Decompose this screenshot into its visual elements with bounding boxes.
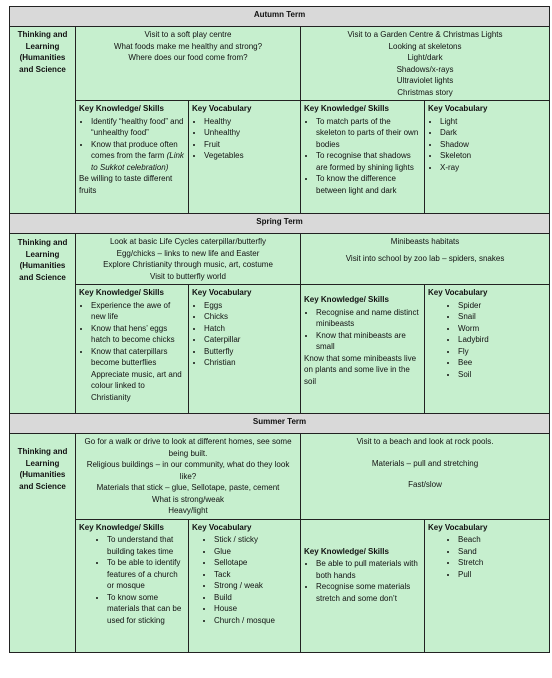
- knowledge-list: [304, 558, 421, 604]
- vocab-item: • Tack: [214, 569, 297, 581]
- row-label-line: and Science: [19, 481, 66, 491]
- vocab-list: [428, 534, 546, 580]
- knowledge-cell: [76, 101, 189, 214]
- vocab-item: • Skeleton: [440, 150, 546, 162]
- vocab-item: • Build: [214, 592, 297, 604]
- knowledge-cell: [76, 285, 189, 414]
- visit-line: Looking at skeletons: [388, 41, 462, 51]
- vocab-item: • Stick / sticky: [214, 534, 297, 546]
- knowledge-heading: Key Knowledge/ Skills: [304, 546, 389, 556]
- knowledge-item: • To know some materials that can be used for sticking: [107, 592, 185, 627]
- right-visits-cell: [301, 434, 550, 520]
- visit-line: Explore Christianity through music, art, costume: [103, 260, 273, 269]
- knowledge-item: [91, 139, 185, 174]
- vocab-list: [192, 534, 297, 626]
- vocab-item: • Unhealthy: [204, 127, 297, 139]
- vocab-item: • Healthy: [204, 116, 297, 128]
- vocab-list: [192, 116, 297, 162]
- vocab-item: • Ladybird: [458, 334, 546, 346]
- vocab-item: • Light: [440, 116, 546, 128]
- vocab-list: [428, 300, 546, 381]
- vocab-heading: Key Vocabulary: [428, 522, 488, 532]
- visit-line: Go for a walk or drive to look at different homes, see some being built.: [84, 437, 292, 458]
- vocab-cell: [425, 519, 550, 652]
- knowledge-cell: [301, 101, 425, 214]
- vocab-item: • Glue: [214, 546, 297, 558]
- knowledge-list: [304, 116, 421, 197]
- vocab-item: • Pull: [458, 569, 546, 581]
- visit-line: Religious buildings – in our community, what do they look like?: [86, 460, 290, 481]
- vocab-heading: Key Vocabulary: [192, 288, 252, 297]
- visit-line: Ultraviolet lights: [396, 76, 454, 85]
- vocab-cell: [425, 285, 550, 414]
- knowledge-list: [79, 116, 185, 174]
- row-label-line: Learning: [25, 249, 60, 259]
- visit-line: Fast/slow: [408, 480, 442, 489]
- vocab-item: • Hatch: [204, 323, 297, 335]
- right-visits-cell: [301, 27, 550, 101]
- visits-row: [10, 434, 550, 520]
- vocab-list: [192, 300, 297, 369]
- vocab-item: • Vegetables: [204, 150, 297, 162]
- row-label-line: (Humanities: [19, 261, 66, 270]
- row-label-line: Thinking and: [17, 30, 68, 39]
- knowledge-list: [79, 300, 185, 369]
- knowledge-cell: [76, 519, 189, 652]
- vocab-item: • Spider: [458, 300, 546, 312]
- visit-line: Where does our food come from?: [128, 53, 248, 62]
- knowledge-heading: Key Knowledge/ Skills: [79, 288, 164, 297]
- visit-line: Visit to a soft play centre: [144, 30, 232, 39]
- knowledge-item: • Know that minibeasts are small: [316, 330, 421, 353]
- vocab-item: • Fruit: [204, 139, 297, 151]
- vocab-item: • Stretch: [458, 557, 546, 569]
- vocab-item: • X-ray: [440, 162, 546, 174]
- knowledge-extra: Be willing to taste different fruits: [79, 174, 173, 195]
- visit-line: What foods make me healthy and strong?: [113, 41, 263, 51]
- visit-line: What is strong/weak: [151, 494, 225, 504]
- vocab-heading: Key Vocabulary: [428, 104, 488, 113]
- visit-line: Visit to a Garden Centre & Christmas Lights: [347, 30, 503, 39]
- knowledge-row: [10, 101, 550, 214]
- visits-row: [10, 27, 550, 101]
- vocab-item: • Shadow: [440, 139, 546, 151]
- vocab-item: • Strong / weak: [214, 580, 297, 592]
- vocab-heading: Key Vocabulary: [192, 522, 252, 532]
- term-header-row: [10, 414, 550, 434]
- term-header-row: [10, 7, 550, 27]
- row-label-line: Learning: [25, 41, 60, 51]
- row-label-line: Thinking and: [17, 238, 68, 247]
- row-label: [10, 434, 76, 653]
- visit-line: Materials – pull and stretching: [371, 458, 479, 468]
- vocab-cell: [189, 101, 301, 214]
- vocab-item: • House: [214, 603, 297, 615]
- visit-line: Minibeasts habitats: [390, 237, 460, 246]
- vocab-heading: Key Vocabulary: [192, 104, 252, 113]
- vocab-list: [428, 116, 546, 174]
- knowledge-heading: Key Knowledge/ Skills: [304, 104, 389, 113]
- vocab-item: • Bee: [458, 357, 546, 369]
- knowledge-item: • Recognise and name distinct minibeasts: [316, 307, 421, 330]
- knowledge-heading: Key Knowledge/ Skills: [79, 522, 164, 532]
- row-label: [10, 234, 76, 414]
- vocab-cell: [189, 285, 301, 414]
- knowledge-list: [79, 534, 185, 626]
- visit-line: Egg/chicks – links to new life and Easter: [116, 248, 260, 258]
- curriculum-table: [9, 6, 550, 653]
- vocab-item: • Christian: [204, 357, 297, 369]
- vocab-cell: [189, 519, 301, 652]
- left-visits-cell: [76, 234, 301, 285]
- knowledge-item: • Know that hens’ eggs hatch to become chicks: [91, 323, 185, 346]
- visit-line: Christmas story: [397, 87, 453, 97]
- vocab-heading: Key Vocabulary: [428, 288, 488, 297]
- knowledge-row: [10, 285, 550, 414]
- term-title: Spring Term: [10, 214, 550, 234]
- vocab-item: • Sand: [458, 546, 546, 558]
- row-label-line: Thinking and: [17, 447, 68, 456]
- vocab-item: • Chicks: [204, 311, 297, 323]
- vocab-item: • Dark: [440, 127, 546, 139]
- knowledge-extra: Know that some minibeasts live on plants and some live in the soil: [304, 353, 417, 386]
- knowledge-extra: Appreciate music, art and colour linked to Christianity: [91, 369, 182, 402]
- row-label: [10, 27, 76, 214]
- vocab-cell: [425, 101, 550, 214]
- row-label-line: and Science: [19, 272, 66, 282]
- knowledge-note: (Link to Sukkot celebration): [91, 151, 184, 172]
- knowledge-item: • To match parts of the skeleton to parts of their own bodies: [316, 116, 421, 151]
- visit-line: Visit to a beach and look at rock pools.: [356, 437, 494, 446]
- knowledge-list: [304, 307, 421, 353]
- term-header-row: [10, 214, 550, 234]
- vocab-item: • Caterpillar: [204, 334, 297, 346]
- vocab-item: • Eggs: [204, 300, 297, 312]
- knowledge-item: • Be able to pull materials with both hands: [316, 558, 421, 581]
- visit-line: Visit to butterfly world: [150, 271, 226, 281]
- left-visits-cell: [76, 434, 301, 520]
- knowledge-item: • Know that caterpillars become butterflies: [91, 346, 185, 369]
- vocab-item: • Worm: [458, 323, 546, 335]
- visits-row: [10, 234, 550, 285]
- knowledge-item: • Identify “healthy food” and “unhealthy food”: [91, 116, 185, 139]
- visit-line: Shadows/x-rays: [396, 64, 454, 74]
- knowledge-item: • To understand that building takes time: [107, 534, 185, 557]
- knowledge-item: • To recognise that shadows are formed by shining lights: [316, 150, 421, 173]
- knowledge-item: • To be able to identify features of a church or mosque: [107, 557, 185, 592]
- knowledge-row: [10, 519, 550, 652]
- term-title: Autumn Term: [10, 7, 550, 27]
- knowledge-item: • To know the difference between light and dark: [316, 173, 421, 196]
- visit-line: Materials that stick – glue, Sellotape, paste, cement: [96, 483, 280, 492]
- knowledge-cell: [301, 519, 425, 652]
- knowledge-heading: Key Knowledge/ Skills: [79, 104, 164, 113]
- row-label-line: and Science: [19, 64, 66, 74]
- knowledge-item-text: Know that produce often comes from the farm: [91, 139, 178, 160]
- row-label-line: (Humanities: [19, 470, 66, 479]
- vocab-item: • Sellotape: [214, 557, 297, 569]
- visit-line: Look at basic Life Cycles caterpillar/butterfly: [109, 237, 267, 246]
- vocab-item: • Snail: [458, 311, 546, 323]
- vocab-item: • Soil: [458, 369, 546, 381]
- visit-line: Heavy/light: [168, 506, 208, 515]
- knowledge-heading: Key Knowledge/ Skills: [304, 295, 389, 304]
- knowledge-item: • Recognise some materials stretch and some don’t: [316, 581, 421, 604]
- left-visits-cell: [76, 27, 301, 101]
- row-label-line: Learning: [25, 458, 60, 468]
- term-title: Summer Term: [10, 414, 550, 434]
- vocab-item: • Fly: [458, 346, 546, 358]
- knowledge-cell: [301, 285, 425, 414]
- knowledge-item: • Experience the awe of new life: [91, 300, 185, 323]
- vocab-item: • Butterfly: [204, 346, 297, 358]
- vocab-item: • Church / mosque: [214, 615, 297, 627]
- visit-line: Visit into school by zoo lab – spiders, snakes: [345, 253, 505, 263]
- visit-line: Light/dark: [407, 53, 443, 62]
- vocab-item: • Beach: [458, 534, 546, 546]
- row-label-line: (Humanities: [19, 53, 66, 62]
- right-visits-cell: [301, 234, 550, 285]
